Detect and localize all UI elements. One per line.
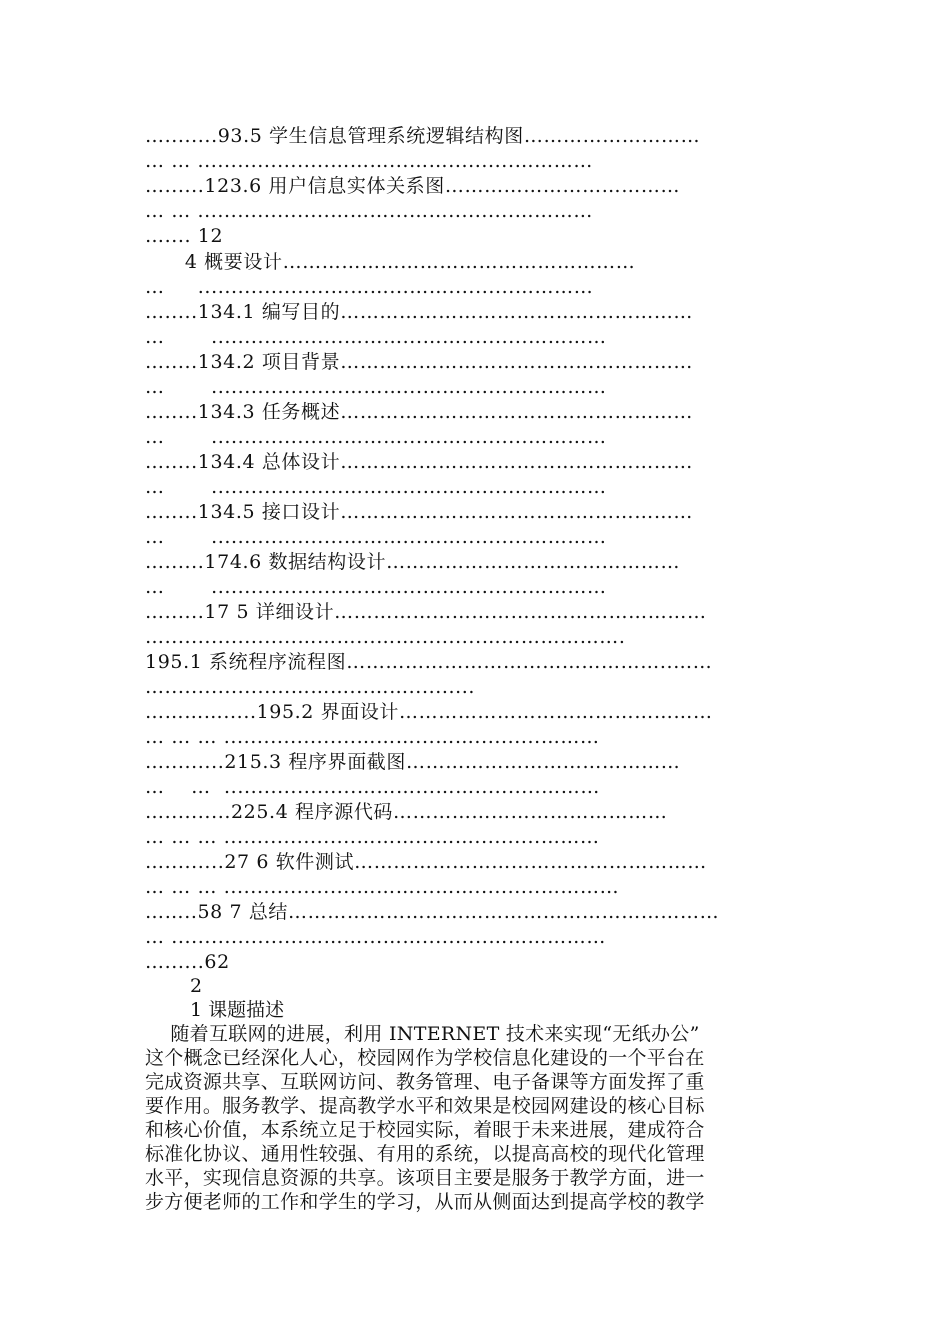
section-heading: 1 课题描述 <box>190 999 285 1021</box>
toc-line: ….....134.5 接口设计……………………………………………… <box>145 501 694 523</box>
toc-line: … ....................………...……..........……………… <box>145 926 606 948</box>
toc-line: ….....134.2 项目背景……………………………………………… <box>145 351 694 373</box>
toc-line: …......174.6 数据结构设计……………………………………… <box>145 551 681 573</box>
toc-line: … ....................………...……..........………… <box>145 276 594 298</box>
paragraph-line: 水平，实现信息资源的共享。该项目主要是服务于教学方面，进一 <box>145 1167 705 1189</box>
toc-line: … ....................………...……..........………… <box>145 526 607 548</box>
toc-line: ……..58 7 总结………………………………………………………… <box>145 901 720 923</box>
toc-line: …..........225.4 程序源代码…………………………………… <box>145 801 668 823</box>
toc-line: ………….....195.2 界面设计………………………………………… <box>145 701 713 723</box>
toc-line: ….........215.3 程序界面截图…………………………………… <box>145 751 681 773</box>
toc-line: ….........27 6 软件测试……………………………………………… <box>145 851 707 873</box>
toc-line: … … ....................………...……..........………… <box>145 150 593 172</box>
paragraph-line: 和核心价值，本系统立足于校园实际，着眼于未来进展，建成符合 <box>145 1119 705 1141</box>
paragraph-line: 这个概念已经深化人心，校园网作为学校信息化建设的一个平台在 <box>145 1047 705 1069</box>
toc-line: …......62 <box>145 951 230 973</box>
toc-line: …...................………...…….......... <box>145 676 476 698</box>
toc-line: … ....................………...……..........………… <box>145 326 607 348</box>
toc-line: ….... 12 <box>145 225 224 247</box>
paragraph-line: 随着互联网的进展，利用 INTERNET 技术来实现“无纸办公” <box>145 1023 700 1045</box>
toc-line: …....................………...……..........…………………. <box>145 626 626 648</box>
toc-line: … ....................………...……..........………… <box>145 426 607 448</box>
toc-line: …......123.6 用户信息实体关系图……………………………… <box>145 175 681 197</box>
toc-line: ….....134.3 任务概述……………………………………………… <box>145 401 694 423</box>
toc-line: …......17 5 详细设计………………………………………………… <box>145 601 707 623</box>
toc-line: 195.1 系统程序流程图…………………………………………..…… <box>145 651 713 673</box>
toc-line: … … … ....................………...……..........……… <box>145 726 600 748</box>
page-number: 2 <box>190 975 203 997</box>
toc-line: … ....................………...……..........………… <box>145 376 607 398</box>
toc-line: … … … ....................………...……..........……… <box>145 826 600 848</box>
paragraph-line: 要作用。服务教学、提高教学水平和效果是校园网建设的核心目标 <box>145 1095 705 1117</box>
toc-line: … … … ....................………...……..........………… <box>145 876 620 898</box>
paragraph-line: 完成资源共享、互联网访问、教务管理、电子备课等方面发挥了重 <box>145 1071 705 1093</box>
toc-line: … ....................………...……..........………… <box>145 476 607 498</box>
toc-line: … … ....................………...……..........……… <box>145 776 600 798</box>
toc-line: …........93.5 学生信息管理系统逻辑结构图……………………… <box>145 125 701 147</box>
toc-line: ….....134.1 编写目的……………………………………………… <box>145 301 694 323</box>
toc-line: 4 概要设计……………………………………………… <box>145 251 636 273</box>
paragraph-line: 步方便老师的工作和学生的学习，从而从侧面达到提高学校的教学 <box>145 1191 705 1213</box>
toc-line: ….....134.4 总体设计……………………………………………… <box>145 451 694 473</box>
toc-line: … … ....................………...……..........………… <box>145 200 593 222</box>
paragraph-line: 标准化协议、通用性较强、有用的系统，以提高高校的现代化管理 <box>145 1143 705 1165</box>
toc-line: … ....................………...……..........………… <box>145 576 607 598</box>
